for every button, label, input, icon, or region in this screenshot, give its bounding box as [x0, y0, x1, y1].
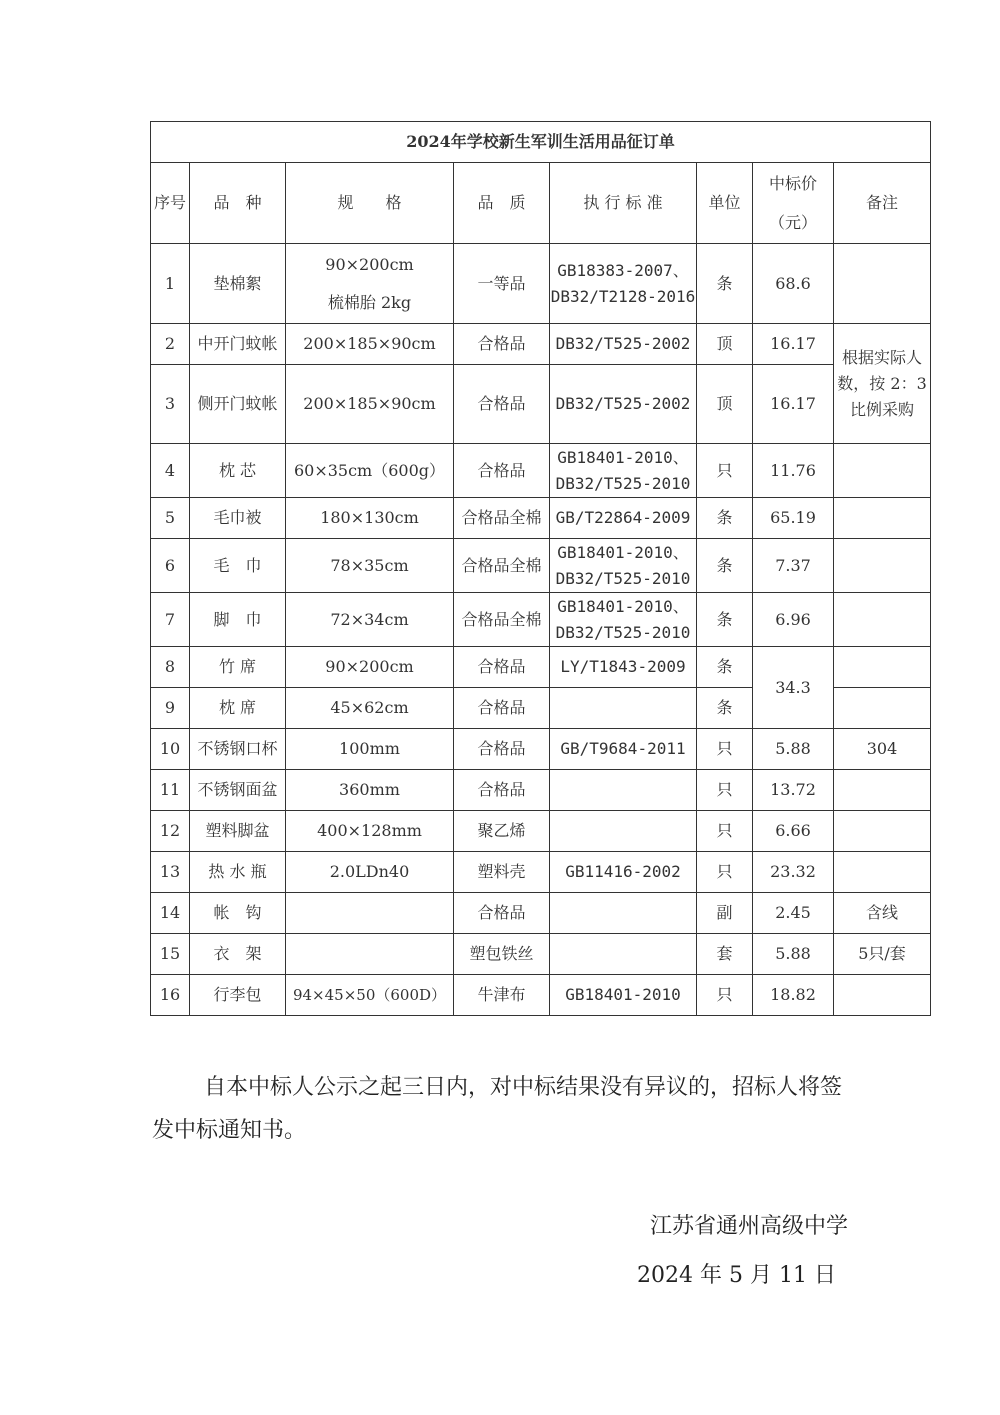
table-title: 2024年学校新生军训生活用品征订单	[151, 122, 931, 163]
table-row	[151, 444, 931, 498]
cell-item: 脚 巾	[190, 593, 286, 647]
cell-spec	[286, 244, 454, 324]
header-standard: 执 行 标 准	[550, 163, 697, 244]
cell-price: 7.37	[753, 539, 834, 593]
cell-unit: 只	[697, 770, 753, 811]
cell-price: 68.6	[753, 244, 834, 324]
cell-item: 衣 架	[190, 934, 286, 975]
table-row	[151, 893, 931, 934]
cell-no: 1	[151, 244, 190, 324]
table-row	[151, 852, 931, 893]
cell-spec: 94×45×50（600D）	[286, 975, 454, 1016]
cell-spec: 72×34cm	[286, 593, 454, 647]
cell-note	[834, 811, 931, 852]
cell-unit: 顶	[697, 365, 753, 444]
table-row	[151, 539, 931, 593]
cell-item: 不锈钢面盆	[190, 770, 286, 811]
cell-note	[834, 498, 931, 539]
cell-spec: 200×185×90cm	[286, 324, 454, 365]
cell-standard	[550, 893, 697, 934]
cell-spec: 90×200cm	[286, 647, 454, 688]
cell-no: 4	[151, 444, 190, 498]
cell-quality: 合格品全棉	[454, 593, 550, 647]
cell-spec: 360mm	[286, 770, 454, 811]
cell-no: 10	[151, 729, 190, 770]
cell-quality: 合格品	[454, 444, 550, 498]
cell-standard	[550, 688, 697, 729]
table-row	[151, 593, 931, 647]
cell-price: 5.88	[753, 729, 834, 770]
cell-no: 16	[151, 975, 190, 1016]
cell-item: 垫棉絮	[190, 244, 286, 324]
standard-line: GB18401-2010、	[557, 447, 689, 467]
standard-line: DB32/T525-2010	[555, 473, 691, 493]
cell-quality: 合格品	[454, 324, 550, 365]
cell-no: 8	[151, 647, 190, 688]
cell-standard: DB32/T525-2002	[550, 324, 697, 365]
table-row	[151, 729, 931, 770]
cell-spec: 60×35cm（600g）	[286, 444, 454, 498]
cell-unit: 条	[697, 244, 753, 324]
spec-line: 90×200cm	[325, 254, 414, 274]
cell-note: 含线	[834, 893, 931, 934]
cell-spec: 78×35cm	[286, 539, 454, 593]
standard-line: DB32/T525-2010	[555, 622, 691, 642]
cell-item: 枕 芯	[190, 444, 286, 498]
cell-quality: 牛津布	[454, 975, 550, 1016]
cell-standard: GB/T22864-2009	[550, 498, 697, 539]
cell-price: 2.45	[753, 893, 834, 934]
cell-unit: 条	[697, 647, 753, 688]
cell-item: 侧开门蚊帐	[190, 365, 286, 444]
header-price-line1: 中标价	[768, 174, 817, 193]
cell-item: 毛 巾	[190, 539, 286, 593]
cell-spec: 200×185×90cm	[286, 365, 454, 444]
signature-date: 2024 年 5 月 11 日	[637, 1263, 836, 1288]
cell-item: 中开门蚊帐	[190, 324, 286, 365]
cell-unit: 条	[697, 539, 753, 593]
cell-quality: 合格品全棉	[454, 539, 550, 593]
header-quality: 品 质	[454, 163, 550, 244]
cell-no: 5	[151, 498, 190, 539]
header-no: 序号	[151, 163, 190, 244]
cell-quality: 塑料壳	[454, 852, 550, 893]
cell-no: 12	[151, 811, 190, 852]
cell-item: 帐 钩	[190, 893, 286, 934]
cell-standard: LY/T1843-2009	[550, 647, 697, 688]
cell-spec: 180×130cm	[286, 498, 454, 539]
cell-standard	[550, 934, 697, 975]
cell-quality: 合格品	[454, 365, 550, 444]
cell-note	[834, 852, 931, 893]
cell-note	[834, 975, 931, 1016]
cell-standard: GB11416-2002	[550, 852, 697, 893]
standard-line: DB32/T2128-2016	[550, 286, 696, 306]
cell-standard	[550, 444, 697, 498]
table-row	[151, 498, 931, 539]
header-item: 品 种	[190, 163, 286, 244]
cell-spec	[286, 934, 454, 975]
header-unit: 单位	[697, 163, 753, 244]
cell-unit: 条	[697, 688, 753, 729]
cell-item: 毛巾被	[190, 498, 286, 539]
cell-price: 13.72	[753, 770, 834, 811]
cell-item: 行李包	[190, 975, 286, 1016]
cell-price: 5.88	[753, 934, 834, 975]
table-row	[151, 365, 931, 444]
cell-no: 13	[151, 852, 190, 893]
cell-price: 6.96	[753, 593, 834, 647]
cell-unit: 只	[697, 852, 753, 893]
cell-no: 11	[151, 770, 190, 811]
cell-unit: 只	[697, 975, 753, 1016]
cell-note	[834, 647, 931, 688]
cell-price: 16.17	[753, 365, 834, 444]
standard-line: DB32/T525-2010	[555, 568, 691, 588]
cell-unit: 条	[697, 593, 753, 647]
table-row	[151, 975, 931, 1016]
cell-item: 不锈钢口杯	[190, 729, 286, 770]
cell-unit: 只	[697, 444, 753, 498]
standard-line: GB18401-2010、	[557, 596, 689, 616]
cell-price-merged: 34.3	[753, 647, 834, 729]
cell-standard	[550, 811, 697, 852]
standard-line: GB18401-2010、	[557, 542, 689, 562]
cell-note: 304	[834, 729, 931, 770]
cell-quality: 一等品	[454, 244, 550, 324]
cell-spec	[286, 893, 454, 934]
table-row	[151, 647, 931, 688]
cell-note	[834, 539, 931, 593]
cell-quality: 合格品	[454, 688, 550, 729]
cell-no: 2	[151, 324, 190, 365]
cell-standard	[550, 539, 697, 593]
table-row	[151, 811, 931, 852]
cell-price: 16.17	[753, 324, 834, 365]
cell-standard: DB32/T525-2002	[550, 365, 697, 444]
cell-spec: 100mm	[286, 729, 454, 770]
cell-note	[834, 688, 931, 729]
cell-note: 5只/套	[834, 934, 931, 975]
cell-note-merged: 根据实际人数，按 2：3 比例采购	[834, 324, 931, 444]
cell-price: 23.32	[753, 852, 834, 893]
order-table	[150, 121, 931, 1016]
cell-standard	[550, 770, 697, 811]
cell-standard: GB18401-2010	[550, 975, 697, 1016]
standard-line: GB18383-2007、	[557, 260, 689, 280]
cell-no: 3	[151, 365, 190, 444]
table-row	[151, 934, 931, 975]
cell-price: 65.19	[753, 498, 834, 539]
cell-unit: 只	[697, 811, 753, 852]
cell-quality: 塑包铁丝	[454, 934, 550, 975]
header-price	[753, 163, 834, 244]
cell-quality: 合格品	[454, 770, 550, 811]
header-price-line2: （元）	[768, 213, 817, 232]
header-spec: 规 格	[286, 163, 454, 244]
cell-item: 枕 席	[190, 688, 286, 729]
cell-spec: 45×62cm	[286, 688, 454, 729]
cell-no: 6	[151, 539, 190, 593]
spec-line: 梳棉胎 2kg	[327, 292, 412, 312]
cell-no: 15	[151, 934, 190, 975]
cell-no: 9	[151, 688, 190, 729]
cell-no: 14	[151, 893, 190, 934]
cell-item: 塑料脚盆	[190, 811, 286, 852]
cell-quality: 合格品	[454, 647, 550, 688]
table-header-row	[151, 163, 931, 244]
cell-quality: 合格品	[454, 893, 550, 934]
cell-quality: 聚乙烯	[454, 811, 550, 852]
cell-spec: 2.0LDn40	[286, 852, 454, 893]
cell-standard: GB/T9684-2011	[550, 729, 697, 770]
cell-note	[834, 593, 931, 647]
cell-unit: 顶	[697, 324, 753, 365]
cell-note	[834, 244, 931, 324]
cell-item: 热 水 瓶	[190, 852, 286, 893]
cell-note	[834, 770, 931, 811]
cell-price: 6.66	[753, 811, 834, 852]
cell-no: 7	[151, 593, 190, 647]
signature-organization: 江苏省通州高级中学	[649, 1214, 848, 1239]
table-row	[151, 244, 931, 324]
cell-price: 18.82	[753, 975, 834, 1016]
cell-unit: 副	[697, 893, 753, 934]
table-row	[151, 324, 931, 365]
cell-quality: 合格品全棉	[454, 498, 550, 539]
cell-standard	[550, 593, 697, 647]
cell-price: 11.76	[753, 444, 834, 498]
cell-unit: 套	[697, 934, 753, 975]
cell-unit: 只	[697, 729, 753, 770]
header-note: 备注	[834, 163, 931, 244]
notice-paragraph: 自本中标人公示之起三日内，对中标结果没有异议的，招标人将签发中标通知书。	[152, 1075, 843, 1143]
table-row	[151, 770, 931, 811]
cell-note	[834, 444, 931, 498]
cell-unit: 条	[697, 498, 753, 539]
cell-spec: 400×128mm	[286, 811, 454, 852]
cell-standard	[550, 244, 697, 324]
cell-item: 竹 席	[190, 647, 286, 688]
cell-quality: 合格品	[454, 729, 550, 770]
